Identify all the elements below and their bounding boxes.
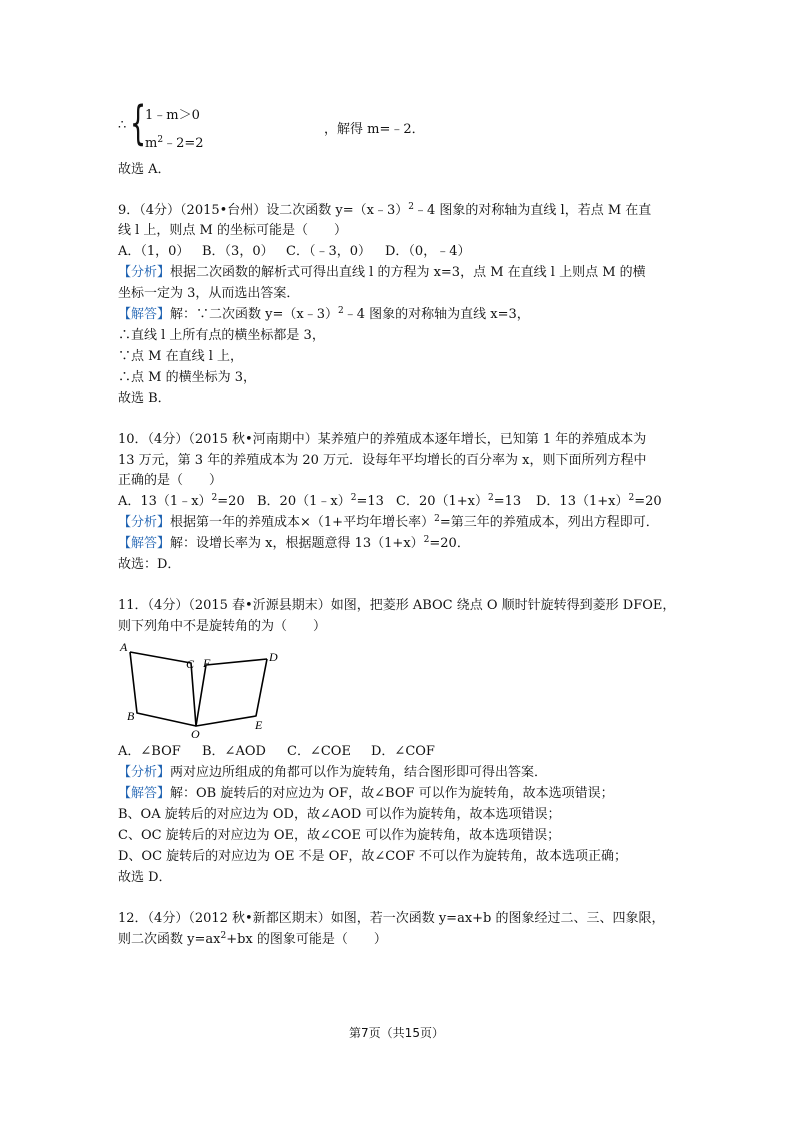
rhombus-rotation-figure bbox=[118, 640, 288, 740]
row2-rest: ﹣2=2 bbox=[163, 136, 204, 151]
q10-c-sup: 2 bbox=[487, 493, 494, 503]
q9-analysis-line2: 坐标一定为 3，从而选出答案． bbox=[118, 286, 300, 301]
q8-answer: 故选 A． bbox=[118, 162, 171, 177]
analysis-tag: 【分析】 bbox=[118, 515, 171, 530]
q10-stem-line2: 13 万元，第 3 年的养殖成本为 20 万元．设每年平均增长的百分率为 x，则下面所列方程中 bbox=[118, 453, 647, 468]
q11-analysis bbox=[118, 764, 547, 782]
q11-options bbox=[118, 743, 435, 761]
q10-a-sup: 2 bbox=[211, 493, 218, 503]
q11-solution-line1 bbox=[118, 785, 614, 803]
q10-d-text: D．13（1+x） bbox=[536, 494, 629, 509]
q11-option-a: A．∠BOF bbox=[118, 744, 181, 759]
q10-option-d bbox=[536, 493, 662, 511]
q9-analysis-text: 根据二次函数的解析式可得出直线 l 的方程为 x=3，点 M 在直线 l 上则点 M 的横 bbox=[170, 265, 646, 280]
analysis-tag: 【分析】 bbox=[118, 265, 171, 280]
row2-sup: 2 bbox=[157, 135, 164, 145]
q10-solution bbox=[118, 535, 470, 553]
label-A: A bbox=[120, 640, 128, 654]
q9-option-d: D．（0，﹣4） bbox=[385, 244, 471, 259]
q11-stem-line2: 则下列角中不是旋转角的为（ ） bbox=[118, 619, 327, 634]
q11-option-b: B．∠AOD bbox=[202, 744, 266, 759]
q9-solution-line4: ∴点 M 的横坐标为 3， bbox=[118, 370, 256, 385]
q12-stem-b: +bx 的图象可能是（ ） bbox=[226, 932, 387, 947]
solution-tag: 【解答】 bbox=[118, 786, 171, 801]
q10-d-eq: =20 bbox=[634, 494, 662, 509]
q10-solution-b: =20． bbox=[429, 536, 470, 551]
label-C: C bbox=[186, 657, 195, 671]
row2-base: m bbox=[145, 136, 158, 151]
q11-answer: 故选 D． bbox=[118, 870, 172, 885]
q11-solution-line2: B、OA 旋转后的对应边为 OD，故∠AOD 可以作为旋转角，故本选项错误； bbox=[118, 807, 561, 822]
q10-analysis-a: 根据第一年的养殖成本×（1+平均年增长率） bbox=[170, 515, 435, 530]
q10-answer: 故选：D． bbox=[118, 557, 181, 572]
q10-option-a bbox=[118, 493, 257, 511]
q9-option-a: A．（1，0） bbox=[118, 244, 190, 259]
q10-analysis-b: =第三年的养殖成本，列出方程即可． bbox=[439, 515, 659, 530]
q10-b-sup: 2 bbox=[350, 493, 357, 503]
q11-solution-text: 解：OB 旋转后的对应边为 OF，故∠BOF 可以作为旋转角，故本选项错误； bbox=[170, 786, 614, 801]
label-F: F bbox=[203, 656, 211, 670]
q9-solution-b: ﹣4 图象的对称轴为直线 x=3， bbox=[343, 307, 530, 322]
left-brace: { bbox=[130, 96, 147, 150]
q10-a-text: A．13（1﹣x） bbox=[118, 494, 212, 509]
q9-solution-line1 bbox=[118, 306, 530, 324]
q12-stem-line1: 12．（4分）（2012 秋•新都区期末）如图，若一次函数 y=ax+b 的图象经过二、三、四象限， bbox=[118, 911, 665, 926]
q11-solution-line3: C、OC 旋转后的对应边为 OE，故∠COE 可以作为旋转角，故本选项错误； bbox=[118, 828, 561, 843]
q11-solution-line4: D、OC 旋转后的对应边为 OE 不是 OF，故∠COF 不可以作为旋转角，故本选项正确； bbox=[118, 849, 628, 864]
solution-tag: 【解答】 bbox=[118, 536, 171, 551]
q11-stem-line1: 11．（4分）（2015 春•沂源县期末）如图，把菱形 ABOC 绕点 O 顺时针旋转得到菱形 DFOE， bbox=[118, 598, 676, 613]
q9-solution-a: 解：∵二次函数 y=（x﹣3） bbox=[170, 307, 338, 322]
q9-stem-a: 9．（4分）（2015•台州）设二次函数 y=（x﹣3） bbox=[118, 203, 409, 218]
page-footer: 第7页（共15页） bbox=[349, 1026, 444, 1040]
q9-solution-sup: 2 bbox=[338, 306, 344, 316]
q10-stem-line3: 正确的是（ ） bbox=[118, 473, 223, 488]
q9-answer: 故选 B． bbox=[118, 391, 171, 406]
q9-analysis-line1 bbox=[118, 264, 646, 282]
label-E: E bbox=[255, 718, 263, 732]
system-result: ，解得 m=﹣2． bbox=[324, 122, 425, 137]
q9-option-b: B．（3，0） bbox=[202, 244, 274, 259]
label-O: O bbox=[191, 727, 200, 740]
q9-stem-line1 bbox=[118, 202, 651, 220]
q10-options bbox=[118, 493, 662, 511]
analysis-tag: 【分析】 bbox=[118, 765, 171, 780]
q9-options bbox=[118, 243, 470, 261]
therefore-symbol: ∴ bbox=[118, 118, 127, 133]
q9-solution-line3: ∵点 M 在直线 l 上， bbox=[118, 349, 243, 364]
q10-analysis-sup: 2 bbox=[434, 514, 440, 524]
q10-stem-line1: 10．（4分）（2015 秋•河南期中）某养殖户的养殖成本逐年增长，已知第 1 年的养殖成本为 bbox=[118, 432, 647, 447]
q10-option-c bbox=[396, 493, 536, 511]
q10-d-sup: 2 bbox=[628, 493, 635, 503]
system-row-1: 1﹣m＞0 bbox=[145, 108, 200, 123]
q10-solution-sup: 2 bbox=[423, 535, 430, 545]
q10-c-text: C．20（1+x） bbox=[396, 494, 488, 509]
label-B: B bbox=[127, 709, 135, 723]
q9-stem-line2: 线 l 上，则点 M 的坐标可能是（ ） bbox=[118, 223, 347, 238]
q11-analysis-text: 两对应边所组成的角都可以作为旋转角，结合图形即可得出答案． bbox=[170, 765, 548, 780]
q10-b-text: B．20（1﹣x） bbox=[257, 494, 351, 509]
q10-option-b bbox=[257, 493, 396, 511]
q12-stem-sup: 2 bbox=[220, 931, 227, 941]
q12-stem-line2 bbox=[118, 931, 387, 949]
q9-option-c: C．（﹣3，0） bbox=[286, 244, 371, 259]
q10-analysis bbox=[118, 514, 659, 532]
q11-option-c: C．∠COE bbox=[287, 744, 351, 759]
q9-solution-line2: ∴直线 l 上所有点的横坐标都是 3， bbox=[118, 328, 325, 343]
q10-b-eq: =13 bbox=[356, 494, 384, 509]
solution-tag: 【解答】 bbox=[118, 307, 171, 322]
q10-solution-a: 解：设增长率为 x，根据题意得 13（1+x） bbox=[170, 536, 424, 551]
q9-stem-sup: 2 bbox=[408, 202, 415, 212]
system-row-2 bbox=[145, 132, 204, 151]
q9-stem-b: ﹣4 图象的对称轴为直线 l，若点 M 在直 bbox=[414, 203, 652, 218]
q10-c-eq: =13 bbox=[493, 494, 522, 509]
q12-stem-a: 则二次函数 y=ax bbox=[118, 932, 221, 947]
q10-a-eq: =20 bbox=[217, 494, 245, 509]
q11-option-d: D．∠COF bbox=[371, 744, 435, 759]
label-D: D bbox=[269, 650, 278, 664]
